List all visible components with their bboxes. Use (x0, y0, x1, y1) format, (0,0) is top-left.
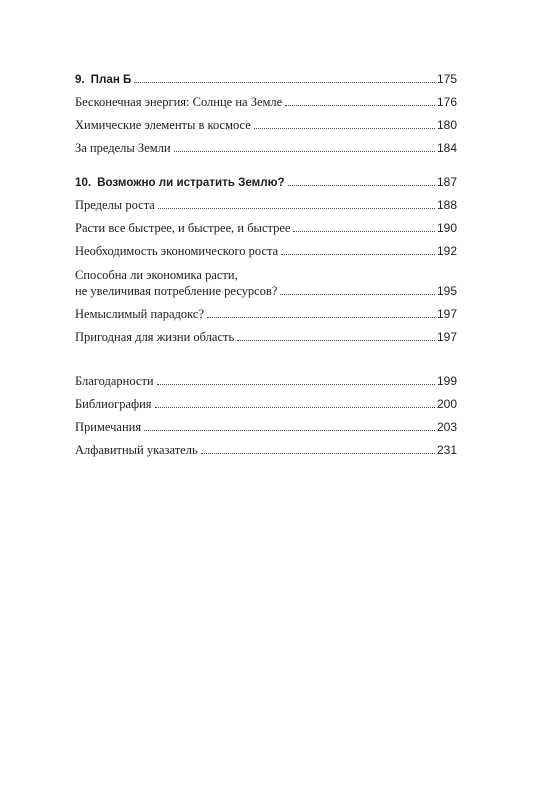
dot-leader (144, 430, 435, 431)
chapter-name: План Б (90, 73, 132, 86)
item-title: Примечания (75, 420, 142, 434)
dot-leader (254, 128, 435, 129)
dot-leader (237, 340, 435, 341)
item-title: Немыслимый парадокс? (75, 307, 204, 321)
item-title: Необходимость экономического роста (75, 244, 279, 258)
page-number: 203 (436, 420, 457, 434)
item-title: Благодарности (75, 374, 154, 388)
toc-backmatter-item[interactable] (75, 420, 457, 435)
item-title: За пределы Земли (75, 141, 171, 155)
item-title: Расти все быстрее, и быстрее, и быстрее (75, 221, 291, 235)
toc-item[interactable] (75, 141, 457, 156)
spacer (75, 353, 457, 374)
item-title: Пригодная для жизни область (75, 330, 235, 344)
page-number: 192 (436, 244, 457, 258)
toc-item[interactable] (75, 330, 457, 345)
toc-backmatter-item[interactable] (75, 443, 457, 458)
page-number: 200 (436, 397, 457, 411)
item-title-line-1: Способна ли экономика расти, (75, 268, 238, 282)
page-number: 175 (436, 72, 457, 86)
chapter-title (75, 175, 285, 190)
dot-leader (155, 407, 435, 408)
spacer (75, 164, 457, 175)
page-number: 188 (436, 198, 457, 212)
item-title-line-2: не увеличивая потребление ресурсов? (75, 284, 278, 298)
chapter-number: 10. (75, 176, 92, 189)
chapter-title (75, 72, 131, 87)
dot-leader (293, 231, 435, 232)
item-title: Пределы роста (75, 198, 155, 212)
page-number: 184 (436, 141, 457, 155)
toc-item[interactable] (75, 307, 457, 322)
page-number: 197 (436, 307, 457, 321)
dot-leader (201, 453, 435, 454)
dot-leader (157, 384, 435, 385)
page-number: 187 (436, 175, 457, 189)
page-number: 180 (436, 118, 457, 132)
toc-item[interactable] (75, 244, 457, 259)
toc-item[interactable] (75, 221, 457, 236)
toc-chapter-10[interactable] (75, 175, 457, 190)
page-number: 176 (436, 95, 457, 109)
toc-backmatter-item[interactable] (75, 374, 457, 389)
page-number: 199 (436, 374, 457, 388)
dot-leader (288, 185, 435, 186)
item-title: Библиография (75, 397, 152, 411)
toc-item[interactable] (75, 118, 457, 133)
dot-leader (207, 317, 435, 318)
toc-item[interactable] (75, 198, 457, 213)
table-of-contents (75, 72, 457, 466)
toc-item[interactable] (75, 267, 457, 299)
item-title: Бесконечная энергия: Солнце на Земле (75, 95, 283, 109)
toc-chapter-9[interactable] (75, 72, 457, 87)
page-number: 195 (436, 284, 457, 298)
item-title: Алфавитный указатель (75, 443, 198, 457)
toc-backmatter-item[interactable] (75, 397, 457, 412)
toc-item[interactable] (75, 95, 457, 110)
item-title (75, 267, 277, 299)
dot-leader (134, 82, 435, 83)
dot-leader (285, 105, 435, 106)
page-number: 197 (436, 330, 457, 344)
dot-leader (281, 254, 435, 255)
dot-leader (280, 294, 435, 295)
chapter-name: Возможно ли истратить Землю? (97, 176, 285, 189)
page-number: 190 (436, 221, 457, 235)
item-title: Химические элементы в космосе (75, 118, 251, 132)
chapter-number: 9. (75, 73, 85, 86)
dot-leader (174, 151, 435, 152)
dot-leader (158, 208, 435, 209)
page-number: 231 (436, 443, 457, 457)
